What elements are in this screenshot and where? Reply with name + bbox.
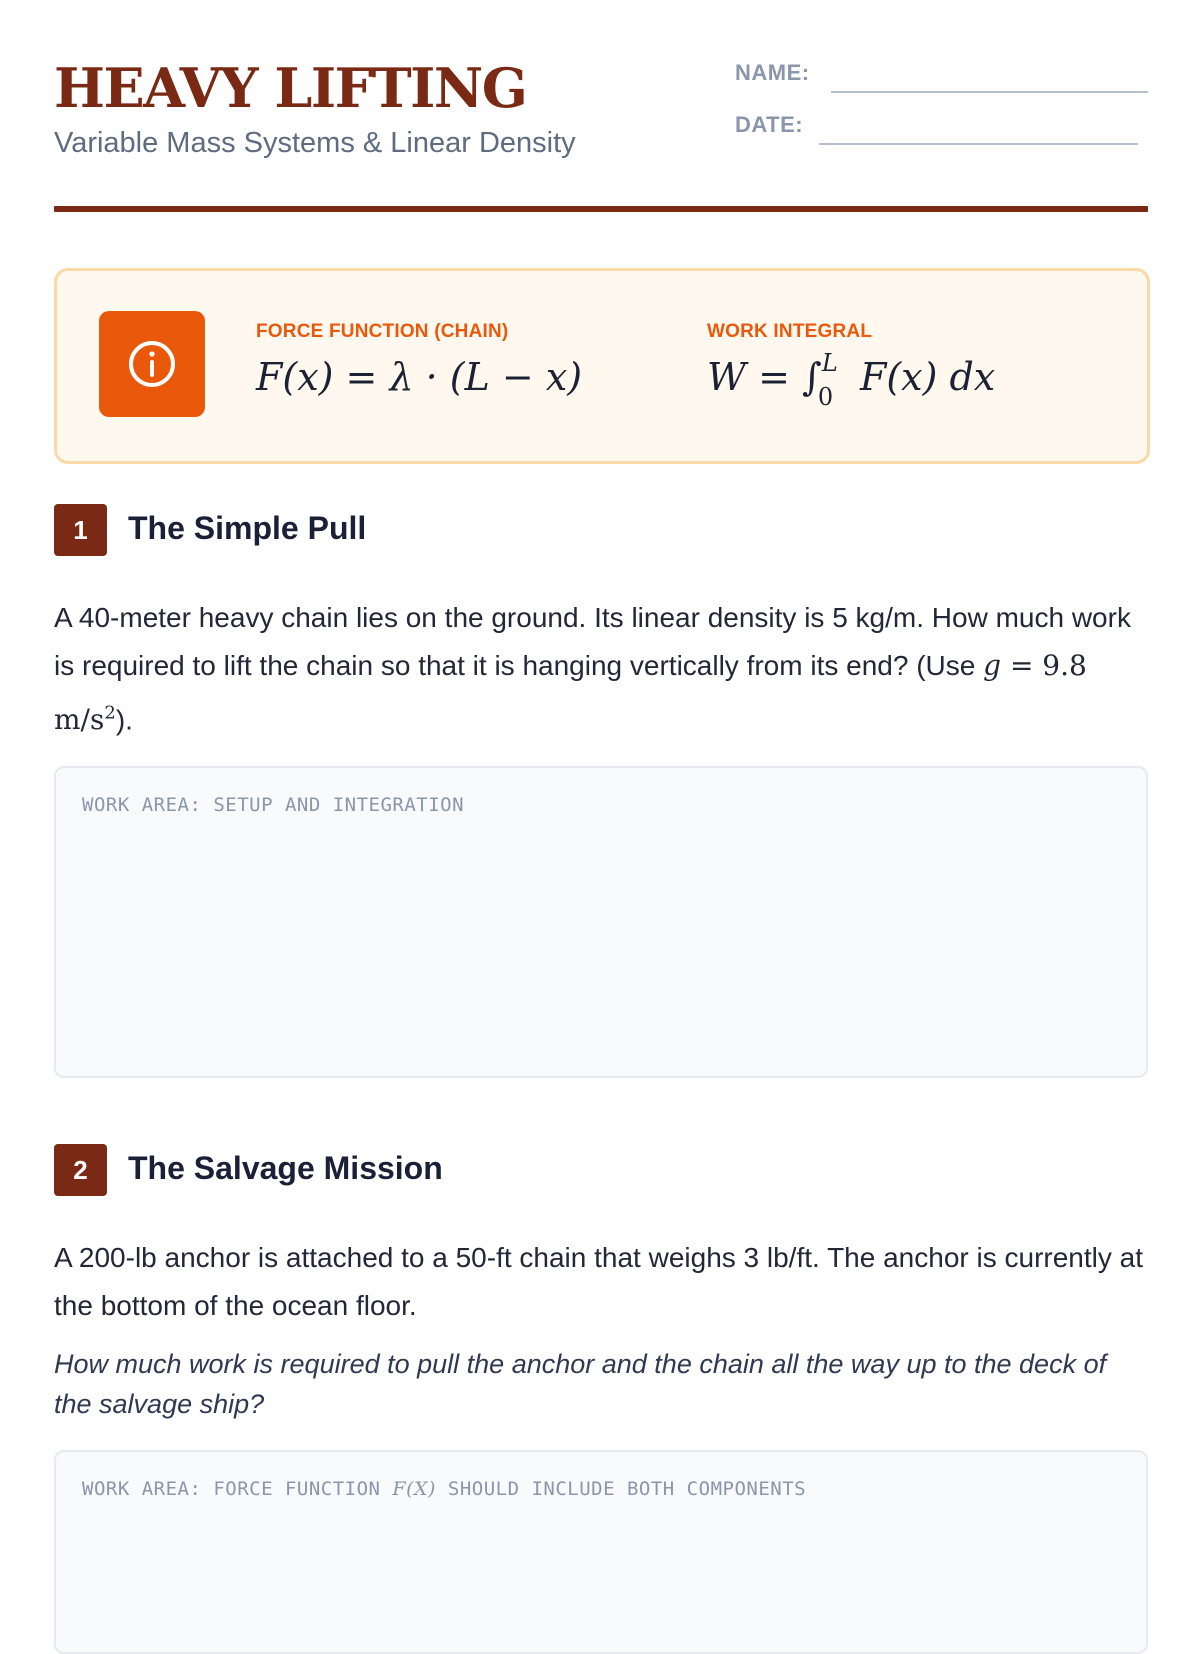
student-info [735, 56, 1148, 160]
problem-1-text-after: ). [115, 704, 133, 736]
name-label: NAME: [735, 60, 810, 85]
gravity-expression: g = 9.8 $m/s^2$ [54, 649, 1087, 737]
work-integral-rhs: F(x) dx [859, 355, 996, 399]
work-label-before: WORK AREA: FORCE FUNCTION [82, 1478, 393, 1500]
worksheet-page [54, 0, 1148, 1500]
name-field[interactable] [735, 56, 1148, 108]
work-integral-label: WORK INTEGRAL [707, 321, 873, 342]
work-integral-lhs: W = ∫ [707, 355, 822, 399]
problem-2-work-area[interactable] [54, 1450, 1148, 1654]
work-area-label: WORK AREA: SETUP AND INTEGRATION [82, 794, 465, 816]
worksheet-header [54, 0, 1148, 214]
force-function-expression: F(x) = λ · (L − x) [256, 355, 583, 399]
force-function-label: FORCE FUNCTION (CHAIN) [256, 321, 509, 342]
problem-2-text: A 200-lb anchor is attached to a 50-ft chain that weighs 3 lb/ft. The anchor is currently at the bottom of the ocean floor. [54, 1242, 1143, 1321]
info-badge [99, 311, 205, 417]
worksheet-title: HEAVY LIFTING [54, 56, 527, 120]
problem-1-text-before: A 40-meter heavy chain lies on the ground. Its linear density is 5 kg/m. How much work is required to lift the chain so that it is hanging vertically from its end? (Use [54, 602, 1131, 681]
problem-2-question: How much work is required to pull the anchor and the chain all the way up to the deck of the salvage ship? [54, 1349, 1107, 1419]
worksheet-subtitle: Variable Mass Systems & Linear Density [54, 127, 576, 159]
gravity-exponent: 2 [104, 703, 116, 724]
formula-reference-box [54, 268, 1150, 464]
problem-1-work-area[interactable] [54, 766, 1148, 1078]
work-integral-formula [707, 321, 996, 411]
info-circle-icon [126, 338, 178, 390]
problem-title: The Simple Pull [128, 510, 367, 546]
name-line[interactable] [831, 91, 1148, 93]
work-area-label [82, 1478, 806, 1500]
header-divider [54, 206, 1148, 212]
work-label-math: F(X) [392, 1478, 436, 1500]
work-integral-expression [707, 349, 996, 411]
force-function-formula [256, 321, 582, 399]
problem-1-text [54, 594, 1148, 744]
work-label-after: SHOULD INCLUDE BOTH COMPONENTS [435, 1478, 807, 1500]
problem-title: The Salvage Mission [128, 1150, 443, 1186]
problem-number-badge: 2 [54, 1144, 107, 1196]
problem-number-badge: 1 [54, 504, 107, 556]
integral-lower-limit: 0 [817, 383, 834, 411]
date-field[interactable] [735, 108, 1148, 160]
integral-upper-limit: L [821, 349, 838, 377]
date-line[interactable] [819, 143, 1138, 145]
date-label: DATE: [735, 112, 804, 137]
